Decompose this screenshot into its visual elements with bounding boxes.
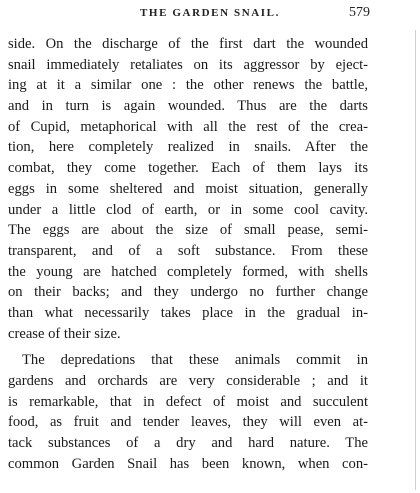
running-head [0,7,420,23]
text-line: food, as fruit and tender leaves, they will even at- [8,414,368,431]
text-line: eggs in some sheltered and moist situation, generally [8,180,368,197]
text-line: snail immediately retaliates on its aggressor by eject- [8,56,368,73]
text-line: transparent, and of a soft substance. From these [8,242,368,259]
text-line: tack substances of a dry and hard nature. The [8,435,368,452]
text-line: than what necessarily takes place in the gradual in- [8,304,368,321]
text-line: ing at it a similar one : the other renews the battle, [8,77,368,94]
page-edge-rule [415,30,416,490]
text-line: side. On the discharge of the first dart the wounded [8,36,368,52]
text-line: common Garden Snail has been known, when con- [8,455,368,472]
text-line: under a little clod of earth, or in some cool cavity. [8,201,368,218]
text-line: is remarkable, that in defect of moist and succulent [8,393,368,410]
paragraph [8,350,368,474]
running-head-title: THE GARDEN SNAIL. [140,7,280,19]
text-line: and in turn is again wounded. Thus are the darts [8,98,368,115]
text-line: crease of their size. [8,325,121,342]
text-line: the young are hatched completely formed, with shells [8,263,368,280]
text-line: combat, they come together. Each of them lays its [8,160,368,177]
text-line: gardens and orchards are very considerable ; and it [8,373,368,389]
text-line: The depredations that these animals commit in [22,352,368,369]
text-line: of Cupid, metaphorical with all the rest of the crea- [8,118,368,135]
text-line: on their backs; and they undergo no further change [8,284,368,301]
page-number: 579 [349,5,370,20]
text-line: The eggs are about the size of small pease, semi- [8,222,368,239]
text-line: tion, here completely realized in snails. After the [8,139,368,156]
paragraph [8,34,368,344]
body-text [8,34,368,474]
